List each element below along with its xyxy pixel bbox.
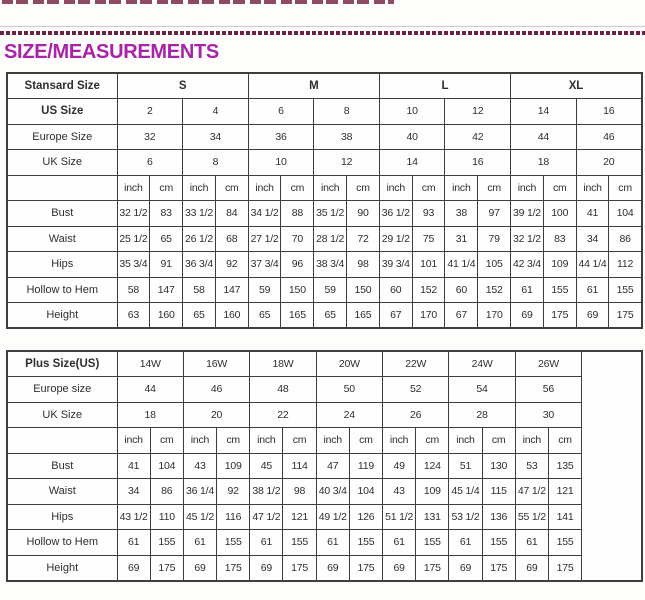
value-cell: 22 [250,402,316,428]
value-cell: 150 [347,277,380,303]
value-cell: 10 [248,150,314,176]
value-cell: 131 [416,504,449,530]
value-cell: 147 [150,277,183,303]
value-cell: 121 [283,504,316,530]
page-title: SIZE/MEASUREMENTS [4,41,219,63]
value-cell: 175 [609,303,642,329]
value-cell: 47 [316,453,349,479]
row-label: Europe size [7,377,117,403]
value-cell: 67 [445,303,478,329]
value-cell: 61 [511,277,544,303]
value-cell: 8 [183,150,249,176]
value-cell: 104 [609,201,642,227]
size-table [6,350,643,582]
value-cell: 18 [511,150,577,176]
value-cell: 16 [445,150,511,176]
value-cell: inch [248,175,281,201]
value-cell: 93 [412,201,445,227]
value-cell: 43 1/2 [117,504,150,530]
value-cell: 124 [416,453,449,479]
value-cell: 38 1/2 [250,479,283,505]
value-cell: 44 [511,124,577,150]
value-cell: 165 [347,303,380,329]
table-row [7,277,642,303]
value-cell: 79 [478,226,511,252]
value-cell: 69 [515,555,548,581]
row-label: UK Size [7,150,117,176]
table-row [7,303,642,329]
value-cell: 69 [250,555,283,581]
value-cell: 24 [316,402,382,428]
value-cell: 170 [478,303,511,329]
value-cell: 155 [543,277,576,303]
value-cell: 175 [217,555,250,581]
value-cell: 175 [543,303,576,329]
value-cell: 65 [150,226,183,252]
value-cell: 104 [349,479,382,505]
value-cell: 26 [383,402,449,428]
value-cell: 61 [183,530,216,556]
value-cell: 160 [215,303,248,329]
value-cell: 115 [482,479,515,505]
value-cell: 14 [511,99,577,125]
value-cell: 147 [215,277,248,303]
value-cell: 41 1/4 [445,252,478,278]
value-cell: cm [482,428,515,454]
value-cell: 61 [449,530,482,556]
value-cell: 150 [281,277,314,303]
value-cell: cm [150,175,183,201]
value-cell: cm [478,175,511,201]
value-cell: 41 [576,201,609,227]
value-cell: 155 [349,530,382,556]
value-cell: 101 [412,252,445,278]
table-row [7,99,642,125]
value-cell: 44 [117,377,183,403]
row-label: Waist [7,226,117,252]
table-row [7,124,642,150]
value-cell: 32 1/2 [511,226,544,252]
table-row [7,555,642,581]
row-label: Hips [7,252,117,278]
value-cell: 69 [449,555,482,581]
value-cell: 29 1/2 [379,226,412,252]
row-label: Europe Size [7,124,117,150]
value-cell: 72 [347,226,380,252]
value-cell: cm [416,428,449,454]
row-label: Height [7,555,117,581]
value-cell: 175 [416,555,449,581]
value-cell: inch [449,428,482,454]
standard-size-table [6,72,643,329]
value-cell: 54 [449,377,515,403]
table-row [7,530,642,556]
value-cell: 46 [576,124,642,150]
value-cell: 14W [117,351,183,377]
value-cell: 175 [548,555,581,581]
row-label: Stansard Size [7,73,117,99]
value-cell: 12 [445,99,511,125]
value-cell: 60 [379,277,412,303]
value-cell: 30 [515,402,581,428]
value-cell: L [379,73,510,99]
value-cell: 45 [250,453,283,479]
value-cell: 69 [117,555,150,581]
value-cell: inch [250,428,283,454]
value-cell: 83 [543,226,576,252]
value-cell: cm [609,175,642,201]
value-cell: 35 3/4 [117,252,150,278]
value-cell: 114 [283,453,316,479]
value-cell: 121 [548,479,581,505]
value-cell: 109 [416,479,449,505]
value-cell: 155 [416,530,449,556]
value-cell: inch [117,175,150,201]
table-row [7,377,642,403]
value-cell: 32 [117,124,183,150]
table-row [7,428,642,454]
value-cell: 48 [250,377,316,403]
value-cell: 35 1/2 [314,201,347,227]
value-cell: 51 1/2 [383,504,416,530]
table-row [7,504,642,530]
value-cell: 32 1/2 [117,201,150,227]
value-cell: 141 [548,504,581,530]
value-cell: cm [543,175,576,201]
value-cell: 155 [609,277,642,303]
table-row [7,479,642,505]
value-cell: 16 [576,99,642,125]
value-cell: 88 [281,201,314,227]
value-cell: inch [576,175,609,201]
value-cell: 44 1/4 [576,252,609,278]
value-cell: inch [383,428,416,454]
value-cell: 34 [576,226,609,252]
value-cell: 49 1/2 [316,504,349,530]
value-cell: 86 [150,479,183,505]
row-label: Plus Size(US) [7,351,117,377]
value-cell: 40 [379,124,445,150]
value-cell: 43 [183,453,216,479]
value-cell: 36 3/4 [183,252,216,278]
value-cell: 126 [349,504,382,530]
value-cell: 104 [150,453,183,479]
table-row [7,150,642,176]
value-cell: 42 3/4 [511,252,544,278]
value-cell: 20 [183,402,249,428]
value-cell: 165 [281,303,314,329]
value-cell: 69 [576,303,609,329]
table-row [7,453,642,479]
value-cell: 58 [183,277,216,303]
value-cell: 40 3/4 [316,479,349,505]
row-label: Bust [7,453,117,479]
value-cell: 18 [117,402,183,428]
value-cell: XL [511,73,642,99]
value-cell: 6 [248,99,314,125]
table-row [7,252,642,278]
value-cell: 112 [609,252,642,278]
value-cell: 33 1/2 [183,201,216,227]
value-cell: 68 [215,226,248,252]
value-cell: inch [445,175,478,201]
value-cell: cm [412,175,445,201]
value-cell: 37 3/4 [248,252,281,278]
value-cell: inch [314,175,347,201]
value-cell: 41 [117,453,150,479]
value-cell: 69 [316,555,349,581]
value-cell: 60 [445,277,478,303]
value-cell: 36 [248,124,314,150]
value-cell: 34 1/2 [248,201,281,227]
value-cell: 20 [576,150,642,176]
row-label [7,175,117,201]
value-cell: 34 [117,479,150,505]
value-cell: 86 [609,226,642,252]
value-cell: 47 1/2 [250,504,283,530]
value-cell: 4 [183,99,249,125]
empty-cell [582,351,642,581]
thin-divider [0,26,645,27]
size-table [6,72,643,329]
value-cell: 61 [383,530,416,556]
value-cell: 83 [150,201,183,227]
value-cell: 45 1/4 [449,479,482,505]
value-cell: 47 1/2 [515,479,548,505]
clipped-text-fragments [2,0,394,4]
value-cell: 65 [248,303,281,329]
table-row [7,201,642,227]
value-cell: cm [548,428,581,454]
value-cell: 96 [281,252,314,278]
value-cell: 51 [449,453,482,479]
value-cell: 63 [117,303,150,329]
value-cell: 38 [314,124,380,150]
value-cell: cm [347,175,380,201]
value-cell: cm [215,175,248,201]
value-cell: 69 [511,303,544,329]
row-label: Waist [7,479,117,505]
value-cell: 92 [217,479,250,505]
value-cell: 55 1/2 [515,504,548,530]
value-cell: 155 [548,530,581,556]
value-cell: inch [511,175,544,201]
value-cell: 36 1/4 [183,479,216,505]
value-cell: 170 [412,303,445,329]
value-cell: 175 [349,555,382,581]
value-cell: 110 [150,504,183,530]
value-cell: 20W [316,351,382,377]
value-cell: inch [117,428,150,454]
value-cell: cm [283,428,316,454]
value-cell: 36 1/2 [379,201,412,227]
value-cell: 34 [183,124,249,150]
value-cell: 61 [576,277,609,303]
value-cell: 16W [183,351,249,377]
value-cell: 75 [412,226,445,252]
value-cell: inch [379,175,412,201]
value-cell: cm [150,428,183,454]
value-cell: 38 [445,201,478,227]
dashed-divider [0,31,645,35]
value-cell: 61 [117,530,150,556]
value-cell: 175 [482,555,515,581]
value-cell: 45 1/2 [183,504,216,530]
value-cell: 8 [314,99,380,125]
row-label: Hips [7,504,117,530]
value-cell: 50 [316,377,382,403]
value-cell: 109 [543,252,576,278]
value-cell: 69 [183,555,216,581]
value-cell: 97 [478,201,511,227]
table-row [7,402,642,428]
value-cell: 18W [250,351,316,377]
value-cell: 31 [445,226,478,252]
value-cell: 67 [379,303,412,329]
value-cell: 61 [250,530,283,556]
value-cell: 10 [379,99,445,125]
value-cell: 25 1/2 [117,226,150,252]
value-cell: 6 [117,150,183,176]
value-cell: 61 [515,530,548,556]
value-cell: 52 [383,377,449,403]
value-cell: 59 [314,277,347,303]
value-cell: 12 [314,150,380,176]
value-cell: 98 [283,479,316,505]
value-cell: cm [217,428,250,454]
value-cell: 91 [150,252,183,278]
value-cell: 26W [515,351,581,377]
value-cell: cm [349,428,382,454]
value-cell: 28 [449,402,515,428]
value-cell: 90 [347,201,380,227]
value-cell: S [117,73,248,99]
value-cell: 42 [445,124,511,150]
value-cell: 49 [383,453,416,479]
value-cell: 58 [117,277,150,303]
value-cell: cm [281,175,314,201]
value-cell: 130 [482,453,515,479]
value-cell: 65 [314,303,347,329]
value-cell: 155 [217,530,250,556]
value-cell: inch [183,175,216,201]
value-cell: 92 [215,252,248,278]
value-cell: 155 [150,530,183,556]
value-cell: 65 [183,303,216,329]
table-row [7,73,642,99]
value-cell: 38 3/4 [314,252,347,278]
value-cell: 155 [482,530,515,556]
value-cell: 109 [217,453,250,479]
table-row [7,226,642,252]
value-cell: 14 [379,150,445,176]
row-label: US Size [7,99,117,125]
value-cell: 28 1/2 [314,226,347,252]
value-cell: 105 [478,252,511,278]
value-cell: 53 1/2 [449,504,482,530]
value-cell: 135 [548,453,581,479]
row-label [7,428,117,454]
value-cell: 22W [383,351,449,377]
value-cell: 39 1/2 [511,201,544,227]
value-cell: 24W [449,351,515,377]
row-label: Hollow to Hem [7,277,117,303]
value-cell: 46 [183,377,249,403]
value-cell: 59 [248,277,281,303]
value-cell: 43 [383,479,416,505]
value-cell: 175 [283,555,316,581]
value-cell: 39 3/4 [379,252,412,278]
value-cell: 70 [281,226,314,252]
value-cell: 69 [383,555,416,581]
table-row [7,175,642,201]
value-cell: 136 [482,504,515,530]
value-cell: inch [515,428,548,454]
value-cell: 116 [217,504,250,530]
value-cell: 100 [543,201,576,227]
value-cell: 175 [150,555,183,581]
value-cell: 27 1/2 [248,226,281,252]
value-cell: 152 [478,277,511,303]
value-cell: 119 [349,453,382,479]
value-cell: 160 [150,303,183,329]
row-label: Height [7,303,117,329]
plus-size-table [6,350,643,582]
value-cell: 152 [412,277,445,303]
value-cell: inch [183,428,216,454]
value-cell: 53 [515,453,548,479]
value-cell: 26 1/2 [183,226,216,252]
row-label: UK Size [7,402,117,428]
value-cell: 56 [515,377,581,403]
table-row [7,351,642,377]
value-cell: 98 [347,252,380,278]
row-label: Hollow to Hem [7,530,117,556]
value-cell: M [248,73,379,99]
value-cell: 84 [215,201,248,227]
value-cell: 155 [283,530,316,556]
value-cell: inch [316,428,349,454]
value-cell: 61 [316,530,349,556]
row-label: Bust [7,201,117,227]
value-cell: 2 [117,99,183,125]
